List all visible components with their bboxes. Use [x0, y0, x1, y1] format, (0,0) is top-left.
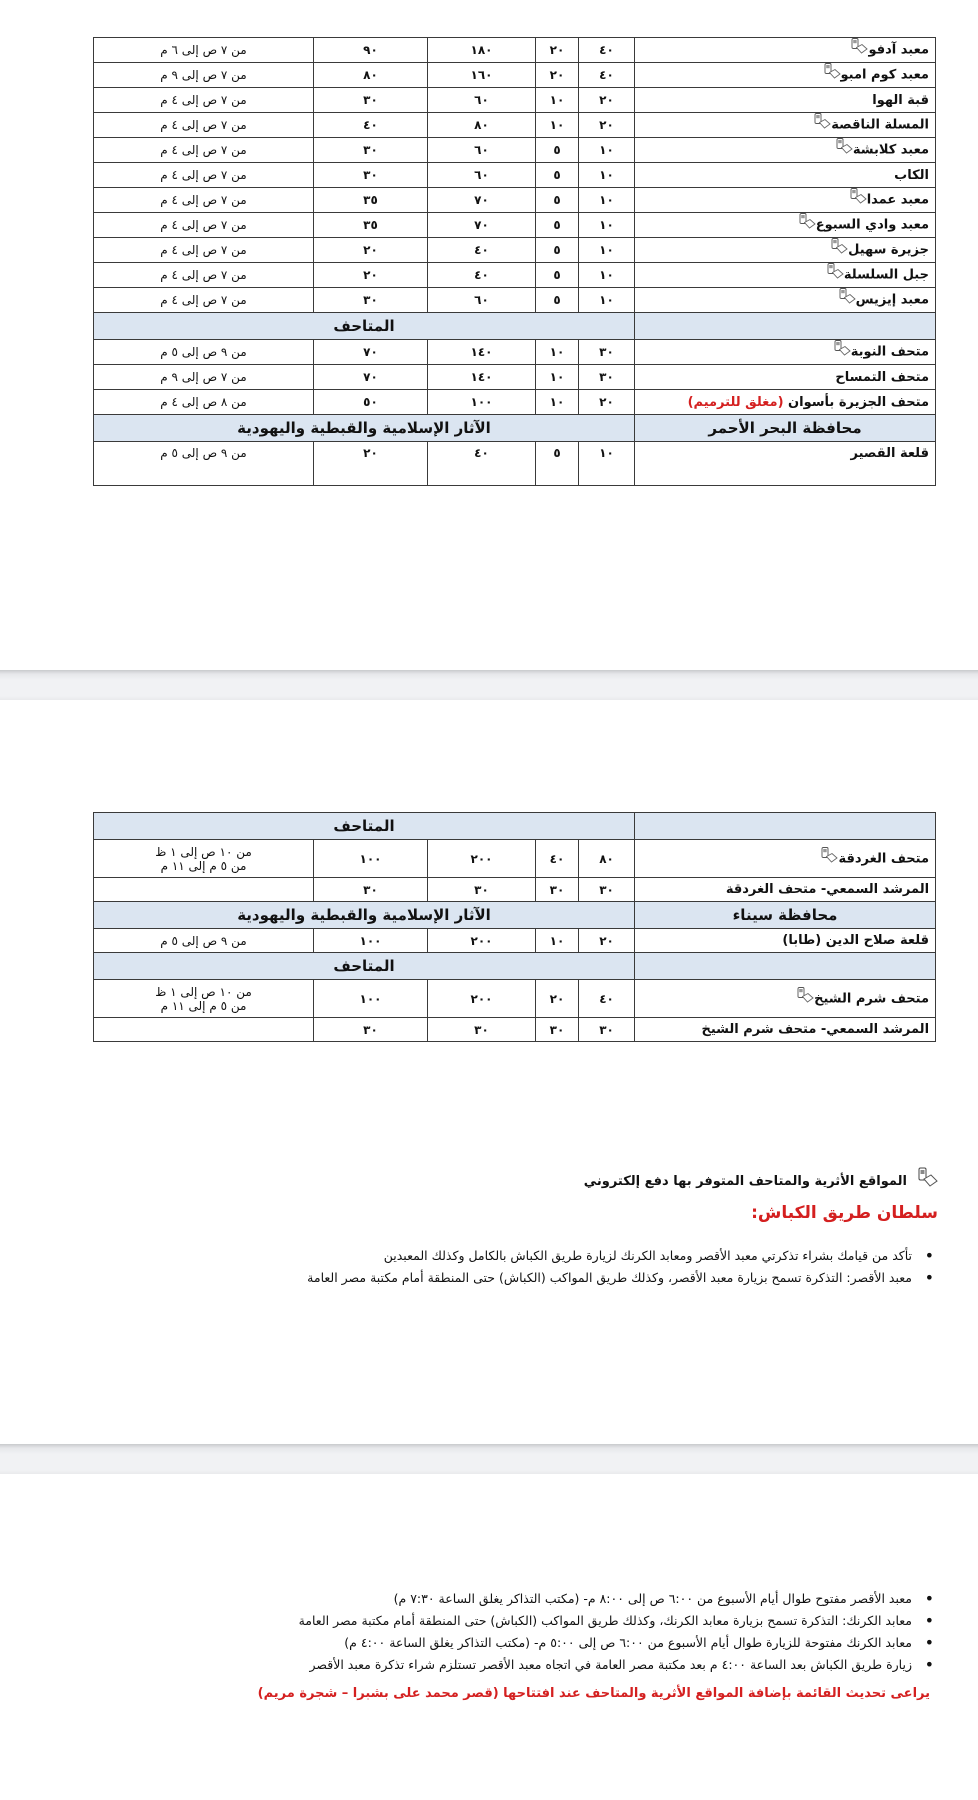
- price-c1: ١٠: [579, 163, 635, 188]
- page3-bullets: [118, 1588, 938, 1676]
- opening-hours-cell: [94, 163, 314, 188]
- site-name: معبد إيزيس: [855, 292, 929, 308]
- opening-hours: من ٧ ص إلى ٤ م: [160, 143, 247, 157]
- site-name-cell: [635, 840, 936, 878]
- price-c2: ٢٠: [536, 63, 579, 88]
- governorate-title: [635, 953, 936, 980]
- price-c4: ٧٠: [314, 365, 428, 390]
- opening-hours: من ٧ ص إلى ٤ م: [160, 268, 247, 282]
- opening-hours-cell: [94, 113, 314, 138]
- site-name: متحف النوبة: [850, 344, 929, 360]
- price-c2: ٥: [536, 188, 579, 213]
- epay-icon: [813, 113, 831, 129]
- site-name: متحف الغردقة: [838, 851, 930, 866]
- bullet-item: • زيارة طريق الكباش بعد الساعة ٤:٠٠ م بعد مكتبة مصر العامة في اتجاه معبد الأقصر تستلزم شراء تذكرة معبد الأقصر: [118, 1654, 938, 1676]
- price-c3: ٦٠: [428, 88, 536, 113]
- site-name: معبد كوم امبو: [840, 67, 929, 83]
- site-name: المرشد السمعي- متحف شرم الشيخ: [701, 1022, 930, 1037]
- price-c4: ٤٠: [314, 113, 428, 138]
- opening-hours: من ٧ ص إلى ٩ م: [160, 370, 247, 384]
- opening-hours: من ٧ ص إلى ٤ م: [160, 193, 247, 207]
- opening-hours: من ٩ ص إلى ٥ م: [160, 933, 247, 948]
- opening-hours: من ٧ ص إلى ٤ م: [160, 293, 247, 307]
- price-c2: ٤٠: [536, 840, 579, 878]
- price-c2: ١٠: [536, 340, 579, 365]
- price-c1: ٨٠: [579, 840, 635, 878]
- price-c1: ٤٠: [579, 980, 635, 1018]
- price-c2: ٥: [536, 238, 579, 263]
- site-name-cell: [635, 188, 936, 213]
- price-c1: ٢٠: [579, 88, 635, 113]
- price-c2: ٣٠: [536, 1018, 579, 1042]
- section-header-row: [94, 415, 936, 442]
- price-c1: ١٠: [579, 138, 635, 163]
- section-header-row: [94, 813, 936, 840]
- price-c3: ١٠٠: [428, 390, 536, 415]
- price-c4: ٣٠: [314, 163, 428, 188]
- price-c3: ٦٠: [428, 288, 536, 313]
- opening-hours-cell: [94, 390, 314, 415]
- opening-hours-cell: [94, 840, 314, 878]
- site-name-cell: [635, 390, 936, 415]
- opening-hours: من ٩ ص إلى ٥ م: [160, 345, 247, 359]
- price-c1: ٣٠: [579, 1018, 635, 1042]
- site-name-cell: [635, 929, 936, 953]
- table-row: [94, 213, 936, 238]
- site-name-cell: [635, 340, 936, 365]
- site-name: معبد عمدا: [866, 192, 929, 208]
- site-name-cell: [635, 213, 936, 238]
- price-c4: ٥٠: [314, 390, 428, 415]
- section-title: الآثار الإسلامية والقبطية واليهودية: [94, 415, 635, 442]
- table-row: [94, 138, 936, 163]
- price-c4: ٣٠: [314, 878, 428, 902]
- table-row: [94, 188, 936, 213]
- price-c2: ٥: [536, 213, 579, 238]
- site-name-cell: [635, 442, 936, 486]
- site-name: قلعة القصير: [850, 446, 929, 461]
- price-c2: ٥: [536, 138, 579, 163]
- update-note: يراعى تحديث القائمة بإضافة المواقع الأثرية والمتاحف عند افتتاحها (قصر محمد على بشبرا – شجرة مريم): [257, 1686, 930, 1701]
- kebash-title: سلطان طريق الكباش:: [751, 1202, 938, 1223]
- site-name: متحف التمساح: [835, 369, 929, 385]
- price-c3: ٢٠٠: [428, 980, 536, 1018]
- epay-icon: [796, 987, 814, 1003]
- opening-hours-cell: [94, 88, 314, 113]
- epay-icon: [850, 38, 868, 54]
- price-c1: ٣٠: [579, 878, 635, 902]
- epay-icon: [823, 63, 841, 79]
- price-c3: ١٨٠: [428, 38, 536, 63]
- opening-hours-cell: [94, 263, 314, 288]
- site-name: قلعة صلاح الدين (طابا): [782, 933, 930, 948]
- table-row: [94, 340, 936, 365]
- price-c1: ١٠: [579, 263, 635, 288]
- opening-hours-cell: [94, 238, 314, 263]
- price-c1: ٣٠: [579, 340, 635, 365]
- price-c3: ٦٠: [428, 138, 536, 163]
- opening-hours: من ٧ ص إلى ٤ م: [160, 218, 247, 232]
- opening-hours-cell: [94, 878, 314, 902]
- price-c4: ٣٥: [314, 188, 428, 213]
- site-name: متحف شرم الشيخ: [814, 991, 930, 1006]
- price-c1: ٢٠: [579, 390, 635, 415]
- price-c3: ٣٠: [428, 878, 536, 902]
- table-row: [94, 442, 936, 486]
- opening-hours: من ٧ ص إلى ٤ م: [160, 118, 247, 132]
- epay-icon: [838, 288, 856, 304]
- fees-table-2: [93, 812, 936, 1042]
- site-name-cell: [635, 980, 936, 1018]
- opening-hours: من ٨ ص إلى ٤ م: [160, 395, 247, 409]
- table-row: [94, 390, 936, 415]
- epay-icon: [916, 1167, 938, 1187]
- opening-hours-cell: [94, 38, 314, 63]
- opening-hours: من ٩ ص إلى ٥ م: [160, 446, 247, 460]
- site-name-cell: [635, 163, 936, 188]
- price-c4: ٣٠: [314, 138, 428, 163]
- price-c1: ١٠: [579, 238, 635, 263]
- bullet-item: • معابد الكرنك: التذكرة تسمح بزيارة معابد الكرنك، وكذلك طريق المواكب (الكباش) حتى المنطقة أمام مكتبة مصر العامة: [118, 1610, 938, 1632]
- price-c2: ١٠: [536, 390, 579, 415]
- site-name-cell: [635, 365, 936, 390]
- epay-icon: [830, 238, 848, 254]
- site-name-cell: [635, 238, 936, 263]
- site-name: معبد كلابشة: [852, 142, 929, 158]
- opening-hours: من ٧ ص إلى ٦ م: [160, 43, 247, 57]
- opening-hours-cell: [94, 138, 314, 163]
- table-row: [94, 88, 936, 113]
- site-name-cell: [635, 878, 936, 902]
- epay-icon: [833, 340, 851, 356]
- price-c2: ١٠: [536, 88, 579, 113]
- epay-legend: [118, 1170, 938, 1191]
- opening-hours: من ٧ ص إلى ٩ م: [160, 68, 247, 82]
- opening-hours-cell: [94, 365, 314, 390]
- section-title: المتاحف: [94, 953, 635, 980]
- notes-section: [118, 1170, 938, 1289]
- price-c3: ١٤٠: [428, 365, 536, 390]
- table-row: [94, 929, 936, 953]
- price-c3: ٧٠: [428, 213, 536, 238]
- fees-table-1: [93, 37, 936, 486]
- price-c4: ٧٠: [314, 340, 428, 365]
- price-c2: ١٠: [536, 113, 579, 138]
- bullet-item: • معبد الأقصر: التذكرة تسمح بزيارة معبد الأقصر، وكذلك طريق المواكب (الكباش) حتى المنطقة أمام مكتبة مصر العامة: [118, 1267, 938, 1289]
- document-page-2: [0, 700, 978, 1444]
- table-row: [94, 1018, 936, 1042]
- price-c2: ١٠: [536, 365, 579, 390]
- opening-hours-cell: [94, 213, 314, 238]
- price-c3: ٤٠: [428, 238, 536, 263]
- price-c4: ٢٠: [314, 238, 428, 263]
- epay-icon: [798, 213, 816, 229]
- bullet-item: • معابد الكرنك مفتوحة للزيارة طوال أيام الأسبوع من ٦:٠٠ ص إلى ٥:٠٠ م- (مكتب التذاكر يغلق الساعة ٤:٠٠ م): [118, 1632, 938, 1654]
- site-name: المسلة الناقصة: [831, 117, 929, 133]
- bullet-item: • معبد الأقصر مفتوح طوال أيام الأسبوع من ٦:٠٠ ص إلى ٨:٠٠ م- (مكتب التذاكر يغلق الساعة ٧:٣٠ م): [118, 1588, 938, 1610]
- table-row: [94, 288, 936, 313]
- site-name: قبة الهوا: [872, 92, 929, 108]
- site-name-cell: [635, 1018, 936, 1042]
- price-c3: ٦٠: [428, 163, 536, 188]
- section-header-row: [94, 902, 936, 929]
- price-c1: ٣٠: [579, 365, 635, 390]
- table-row: [94, 113, 936, 138]
- opening-hours-evening: من ٥ م إلى ١١ م: [160, 998, 247, 1013]
- price-c3: ٤٠: [428, 442, 536, 486]
- price-c4: ٢٠: [314, 263, 428, 288]
- price-c3: ١٦٠: [428, 63, 536, 88]
- table-row: [94, 263, 936, 288]
- epay-icon: [835, 138, 853, 154]
- price-c1: ١٠: [579, 188, 635, 213]
- epay-icon: [820, 847, 838, 863]
- opening-hours-cell: [94, 288, 314, 313]
- kebash-bullets: [118, 1245, 938, 1289]
- site-name: معبد آدفو: [868, 42, 929, 58]
- page-separator: [0, 670, 978, 700]
- price-c1: ١٠: [579, 442, 635, 486]
- price-c2: ٥: [536, 442, 579, 486]
- opening-hours-cell: [94, 340, 314, 365]
- price-c3: ٨٠: [428, 113, 536, 138]
- price-c2: ٣٠: [536, 878, 579, 902]
- site-name-cell: [635, 63, 936, 88]
- table-row: [94, 238, 936, 263]
- table-row: [94, 980, 936, 1018]
- section-title: المتاحف: [94, 813, 635, 840]
- table-row: [94, 840, 936, 878]
- price-c2: ٢٠: [536, 38, 579, 63]
- opening-hours-cell: [94, 1018, 314, 1042]
- price-c3: ٧٠: [428, 188, 536, 213]
- site-name-cell: [635, 263, 936, 288]
- opening-hours-cell: [94, 188, 314, 213]
- opening-hours-cell: [94, 929, 314, 953]
- site-name-cell: [635, 113, 936, 138]
- price-c1: ١٠: [579, 213, 635, 238]
- governorate-title: محافظة سيناء: [635, 902, 936, 929]
- price-c4: ٢٠: [314, 442, 428, 486]
- price-c2: ٢٠: [536, 980, 579, 1018]
- document-page-3: [0, 1474, 978, 1800]
- opening-hours-cell: [94, 980, 314, 1018]
- opening-hours: من ٧ ص إلى ٤ م: [160, 243, 247, 257]
- opening-hours: من ٧ ص إلى ٤ م: [160, 168, 247, 182]
- epay-legend-text: المواقع الأثرية والمتاحف المتوفر بها دفع إلكتروني: [583, 1174, 907, 1189]
- epay-icon: [849, 188, 867, 204]
- epay-icon: [826, 263, 844, 279]
- opening-hours-evening: من ٥ م إلى ١١ م: [160, 858, 247, 873]
- governorate-title: [635, 313, 936, 340]
- price-c2: ٥: [536, 163, 579, 188]
- price-c1: ٢٠: [579, 929, 635, 953]
- opening-hours-cell: [94, 63, 314, 88]
- price-c2: ٥: [536, 288, 579, 313]
- page-separator: [0, 1444, 978, 1474]
- bullet-item: • تأكد من قيامك بشراء تذكرتي معبد الأقصر ومعابد الكرنك لزيارة طريق الكباش بالكامل وكذلك المعبدين: [118, 1245, 938, 1267]
- price-c4: ٣٠: [314, 288, 428, 313]
- table-row: [94, 163, 936, 188]
- section-title: المتاحف: [94, 313, 635, 340]
- price-c3: ٢٠٠: [428, 929, 536, 953]
- site-name: الكاب: [894, 167, 929, 183]
- price-c3: ٢٠٠: [428, 840, 536, 878]
- price-c3: ٣٠: [428, 1018, 536, 1042]
- opening-hours: من ١٠ ص إلى ١ ظ: [155, 984, 252, 999]
- price-c4: ٣٥: [314, 213, 428, 238]
- site-name: جزيرة سهيل: [848, 242, 929, 258]
- site-name-cell: [635, 88, 936, 113]
- site-name-cell: [635, 38, 936, 63]
- table-row: [94, 63, 936, 88]
- price-c4: ٣٠: [314, 88, 428, 113]
- price-c2: ٥: [536, 263, 579, 288]
- section-title: الآثار الإسلامية والقبطية واليهودية: [94, 902, 635, 929]
- site-name-cell: [635, 138, 936, 163]
- opening-hours-cell: [94, 442, 314, 486]
- site-name: متحف الجزيرة بأسوان: [788, 394, 929, 410]
- governorate-title: [635, 813, 936, 840]
- section-header-row: [94, 953, 936, 980]
- price-c4: ٣٠: [314, 1018, 428, 1042]
- site-name: المرشد السمعي- متحف الغردقة: [725, 882, 930, 897]
- opening-hours: من ١٠ ص إلى ١ ظ: [155, 844, 252, 859]
- closed-for-restoration: (مغلق للترميم): [687, 394, 784, 410]
- price-c4: ١٠٠: [314, 929, 428, 953]
- price-c1: ٤٠: [579, 63, 635, 88]
- section-header-row: [94, 313, 936, 340]
- price-c3: ١٤٠: [428, 340, 536, 365]
- table-row: [94, 38, 936, 63]
- table-row: [94, 878, 936, 902]
- opening-hours: من ٧ ص إلى ٤ م: [160, 93, 247, 107]
- price-c3: ٤٠: [428, 263, 536, 288]
- price-c2: ١٠: [536, 929, 579, 953]
- price-c4: ٩٠: [314, 38, 428, 63]
- document-page-1: [0, 0, 978, 670]
- price-c1: ١٠: [579, 288, 635, 313]
- price-c4: ٨٠: [314, 63, 428, 88]
- table-row: [94, 365, 936, 390]
- site-name: جبل السلسلة: [843, 267, 929, 283]
- price-c4: ١٠٠: [314, 980, 428, 1018]
- price-c4: ١٠٠: [314, 840, 428, 878]
- price-c1: ٢٠: [579, 113, 635, 138]
- governorate-title: محافظة البحر الأحمر: [635, 415, 936, 442]
- site-name: معبد وادي السبوع: [815, 217, 929, 233]
- price-c1: ٤٠: [579, 38, 635, 63]
- site-name-cell: [635, 288, 936, 313]
